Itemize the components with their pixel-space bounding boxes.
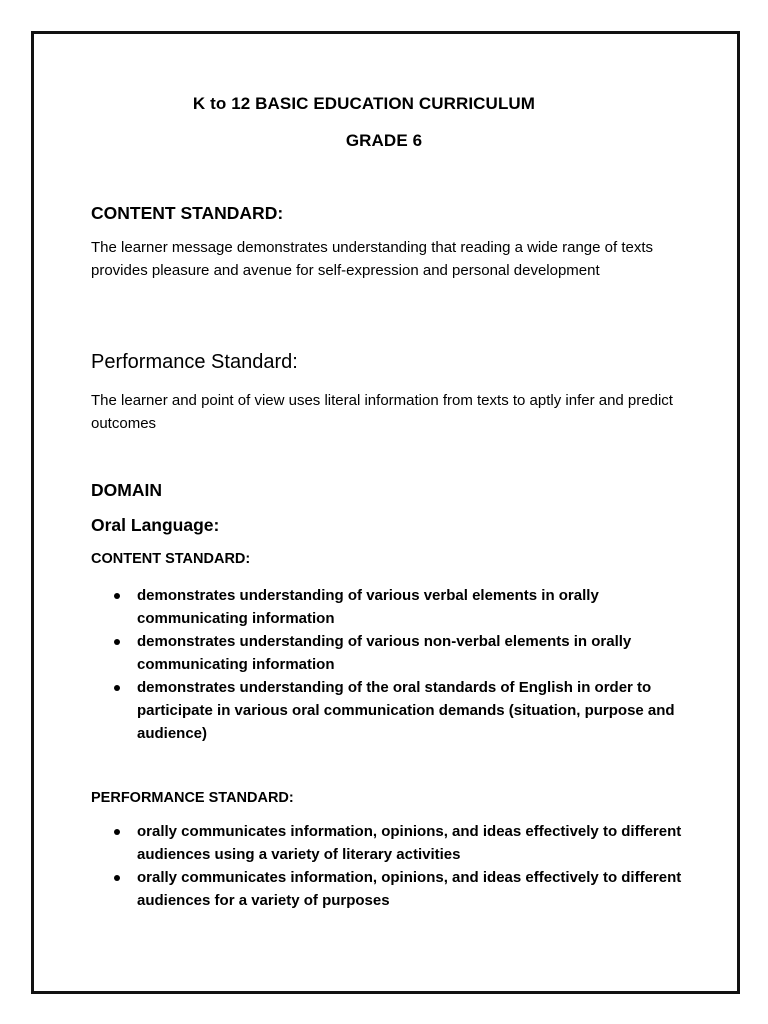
document-grade: GRADE 6 — [345, 131, 423, 150]
oral-content-standard-list — [112, 584, 702, 745]
list-item-text: demonstrates understanding of various verbal elements in orally communicating information — [137, 587, 599, 627]
oral-performance-standard-list — [112, 820, 702, 912]
bullet-icon — [114, 829, 120, 835]
list-item-text: demonstrates understanding of various non-verbal elements in orally communicating information — [137, 633, 632, 673]
document-title: K to 12 BASIC EDUCATION CURRICULUM — [192, 94, 536, 113]
list-item — [112, 584, 702, 630]
oral-performance-standard-heading: PERFORMANCE STANDARD: — [91, 790, 294, 806]
performance-standard-heading: Performance Standard: — [91, 351, 298, 373]
oral-language-heading: Oral Language: — [91, 515, 220, 535]
content-standard-text: The learner message demonstrates understanding that reading a wide range of texts provides pleasure and avenue for self-expression and personal development — [91, 239, 654, 279]
performance-standard-text: The learner and point of view uses literal information from texts to aptly infer and predict outcomes — [91, 392, 673, 432]
list-item — [112, 820, 702, 866]
list-item — [112, 866, 702, 912]
list-item-text: demonstrates understanding of the oral standards of English in order to participate in various oral communication demands (situation, purpose and audience) — [137, 679, 675, 742]
list-item-text: orally communicates information, opinions, and ideas effectively to different audiences for a variety of purposes — [137, 869, 682, 909]
domain-heading: DOMAIN — [91, 480, 162, 500]
bullet-icon — [114, 685, 120, 691]
list-item — [112, 630, 702, 676]
content-standard-heading: CONTENT STANDARD: — [91, 203, 284, 223]
list-item — [112, 676, 702, 745]
bullet-icon — [114, 593, 120, 599]
bullet-icon — [114, 875, 120, 881]
list-item-text: orally communicates information, opinions, and ideas effectively to different audiences using a variety of literary activities — [137, 823, 682, 863]
bullet-icon — [114, 639, 120, 645]
oral-content-standard-heading: CONTENT STANDARD: — [91, 551, 251, 567]
